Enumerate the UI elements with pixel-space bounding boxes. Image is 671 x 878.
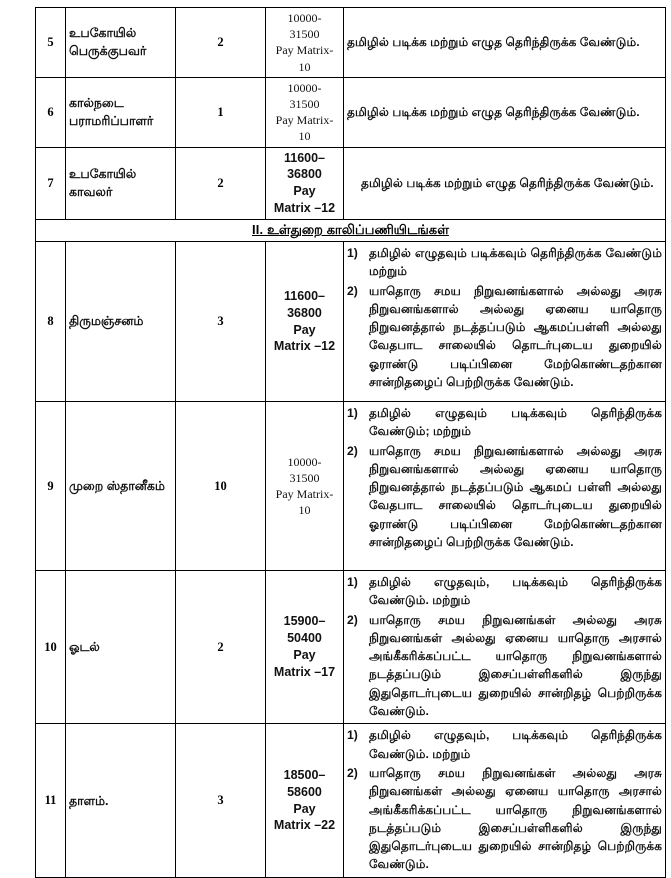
post-name-cell: உபகோயில் பெருக்குபவர் bbox=[66, 8, 176, 78]
qualification-item-text: யாதொரு சமய நிறுவனங்களால் அல்லது அரசு நிறுவனங்களால் அல்லது ஏனைய யாதொரு நிறுவனத்தால் நடத்தப்படும் ஆகமப்பள்ளி அல்லது வேதபாட சாலையில் தொடர்புடைய துறையில் ஓராண்டு படிப்பினை மேற்கொண்டதற்கான சான்றிதழைப் பெற்றிருக்க வேண்டும். bbox=[369, 283, 662, 390]
pay-scale-line: Pay Matrix- bbox=[275, 113, 334, 128]
pay-scale-line: 50400 bbox=[287, 631, 322, 646]
qualification-item-marker: 2) bbox=[347, 283, 358, 298]
table-row bbox=[36, 402, 666, 571]
qualification-item bbox=[347, 442, 662, 552]
qualification-cell bbox=[344, 724, 666, 877]
pay-scale-cell bbox=[266, 724, 344, 877]
pay-scale-line: 10000- bbox=[287, 11, 322, 25]
qualification-cell bbox=[344, 242, 666, 402]
pay-scale-line: 36800 bbox=[287, 167, 322, 182]
serial-number-cell: 11 bbox=[36, 724, 66, 877]
qualification-cell bbox=[344, 402, 666, 571]
post-name-cell: திருமஞ்சனம் bbox=[66, 242, 176, 402]
section-header-row bbox=[36, 220, 666, 242]
qualification-text: தமிழில் படிக்க மற்றும் எழுத தெரிந்திருக்க வேண்டும். bbox=[361, 176, 654, 191]
serial-number-cell: 6 bbox=[36, 77, 66, 147]
qualification-item-text: யாதொரு சமய நிறுவனங்கள் அல்லது அரசு நிறுவனங்கள் அல்லது ஏனைய யாதொரு அரசால் அங்கீகரிக்கப்பட்ட யாதொரு நிறுவனங்களால் நடத்தப்படும் இசைப்பள்ளிகளில் இருந்து இதுதொடர்புடைய துறையில் சான்றிதழ் பெற்றிருக்க வேண்டும். bbox=[369, 765, 662, 872]
pay-scale-cell bbox=[266, 147, 344, 220]
pay-scale-line: 10 bbox=[298, 59, 311, 74]
pay-scale-line: Pay Matrix- bbox=[275, 43, 334, 58]
vacancy-count-cell: 2 bbox=[176, 147, 266, 220]
section-header-label: II. உள்துறை காலிப்பணியிடங்கள் bbox=[252, 222, 449, 237]
vacancy-count-cell: 10 bbox=[176, 402, 266, 571]
pay-scale-line: 11600– bbox=[283, 288, 326, 303]
pay-scale-line: 10 bbox=[298, 503, 311, 518]
pay-scale-line: Matrix –22 bbox=[273, 818, 336, 833]
qualification-cell bbox=[344, 571, 666, 724]
qualification-text: தமிழில் படிக்க மற்றும் எழுத தெரிந்திருக்க வேண்டும். bbox=[347, 35, 640, 50]
table-row bbox=[36, 242, 666, 402]
pay-scale-line: Pay bbox=[293, 648, 316, 663]
post-name-cell: உபகோயில் காவலர் bbox=[66, 147, 176, 220]
table-row bbox=[36, 77, 666, 147]
qualification-list bbox=[347, 404, 662, 551]
pay-scale-line: 58600 bbox=[287, 784, 322, 799]
qualification-item bbox=[347, 244, 662, 281]
qualification-item bbox=[347, 404, 662, 441]
pay-scale-line: Pay bbox=[293, 322, 316, 337]
vacancy-count-cell: 3 bbox=[176, 242, 266, 402]
qualification-item-text: தமிழில் எழுதவும், படிக்கவும் தெரிந்திருக்க வேண்டும். மற்றும் bbox=[369, 728, 662, 761]
qualification-item-marker: 2) bbox=[347, 612, 358, 627]
post-name-cell: தாளம். bbox=[66, 724, 176, 877]
pay-scale-cell bbox=[266, 8, 344, 78]
pay-scale-line: 11600– bbox=[283, 150, 326, 165]
serial-number-cell: 9 bbox=[36, 402, 66, 571]
vacancy-table bbox=[35, 7, 666, 878]
serial-number-cell: 7 bbox=[36, 147, 66, 220]
table-row bbox=[36, 724, 666, 877]
pay-scale-line: Matrix –17 bbox=[273, 665, 336, 680]
qualification-item-marker: 1) bbox=[347, 575, 358, 589]
qualification-item-marker: 1) bbox=[347, 406, 358, 420]
pay-scale-line: 10000- bbox=[287, 454, 322, 469]
pay-scale-line: 10000- bbox=[287, 80, 322, 95]
post-name-cell: முறை ஸ்தானீகம் bbox=[66, 402, 176, 571]
qualification-list bbox=[347, 726, 662, 873]
serial-number-cell: 8 bbox=[36, 242, 66, 402]
pay-scale-line: 31500 bbox=[289, 470, 320, 485]
pay-scale-line: 31500 bbox=[289, 27, 320, 42]
section-header-cell bbox=[36, 220, 666, 242]
vacancy-count-cell: 3 bbox=[176, 724, 266, 877]
qualification-item-text: தமிழில் எழுதவும் படிக்கவும் தெரிந்திருக்க வேண்டும் மற்றும் bbox=[369, 246, 662, 279]
vacancy-count-cell: 1 bbox=[176, 77, 266, 147]
serial-number-cell: 10 bbox=[36, 571, 66, 724]
table-row bbox=[36, 147, 666, 220]
qualification-text: தமிழில் படிக்க மற்றும் எழுத தெரிந்திருக்க வேண்டும். bbox=[347, 104, 640, 119]
pay-scale-line: Matrix –12 bbox=[273, 201, 336, 216]
pay-scale-line: Pay bbox=[293, 801, 316, 816]
qualification-cell bbox=[344, 8, 666, 78]
qualification-item bbox=[347, 726, 662, 763]
qualification-list bbox=[347, 573, 662, 720]
table-row bbox=[36, 8, 666, 78]
qualification-list bbox=[347, 244, 662, 391]
qualification-item-marker: 2) bbox=[347, 443, 358, 458]
qualification-item bbox=[347, 611, 662, 721]
pay-scale-cell bbox=[266, 242, 344, 402]
pay-scale-cell bbox=[266, 402, 344, 571]
qualification-item-marker: 1) bbox=[347, 246, 358, 260]
qualification-item bbox=[347, 573, 662, 610]
qualification-item-marker: 2) bbox=[347, 765, 358, 780]
pay-scale-cell bbox=[266, 571, 344, 724]
qualification-item-text: யாதொரு சமய நிறுவனங்களால் அல்லது அரசு நிறுவனங்களால் அல்லது ஏனைய யாதொரு நிறுவனத்தால் நடத்தப்படும் ஆகமப் பள்ளி அல்லது வேதபாட சாலையில் தொடர்புடைய துறையில் ஓராண்டு படிப்பினை மேற்கொண்டதற்கான சான்றிதழைப் பெற்றிருக்க வேண்டும். bbox=[369, 443, 662, 550]
qualification-item-marker: 1) bbox=[347, 728, 358, 743]
pay-scale-line: Matrix –12 bbox=[273, 339, 336, 354]
pay-scale-line: 36800 bbox=[287, 305, 322, 320]
vacancy-count-cell: 2 bbox=[176, 571, 266, 724]
vacancy-count-cell: 2 bbox=[176, 8, 266, 78]
pay-scale-line: 10 bbox=[298, 129, 311, 144]
qualification-item-text: யாதொரு சமய நிறுவனங்கள் அல்லது அரசு நிறுவனங்கள் அல்லது ஏனைய யாதொரு அரசால் அங்கீகரிக்கப்பட்ட யாதொரு நிறுவனங்களால் நடத்தப்படும் இசைப்பள்ளிகளில் இருந்து இதுதொடர்புடைய துறையில் சான்றிதழ் பெற்றிருக்க வேண்டும். bbox=[369, 612, 662, 719]
pay-scale-line: 15900– bbox=[283, 614, 326, 629]
table-body bbox=[36, 8, 666, 878]
serial-number-cell: 5 bbox=[36, 8, 66, 78]
pay-scale-line: 18500– bbox=[283, 767, 326, 782]
qualification-cell bbox=[344, 77, 666, 147]
pay-scale-line: Pay Matrix- bbox=[275, 487, 334, 501]
pay-scale-cell bbox=[266, 77, 344, 147]
qualification-item bbox=[347, 282, 662, 392]
qualification-item-text: தமிழில் எழுதவும் படிக்கவும் தெரிந்திருக்க வேண்டும்; மற்றும் bbox=[369, 406, 662, 439]
qualification-cell bbox=[344, 147, 666, 220]
pay-scale-line: Pay bbox=[293, 184, 316, 199]
post-name-cell: கால்நடை பராமரிப்பாளர் bbox=[66, 77, 176, 147]
pay-scale-line: 31500 bbox=[289, 96, 320, 111]
table-row bbox=[36, 571, 666, 724]
post-name-cell: ஓடல் bbox=[66, 571, 176, 724]
qualification-item-text: தமிழில் எழுதவும், படிக்கவும் தெரிந்திருக்க வேண்டும். மற்றும் bbox=[369, 575, 662, 608]
qualification-item bbox=[347, 764, 662, 874]
